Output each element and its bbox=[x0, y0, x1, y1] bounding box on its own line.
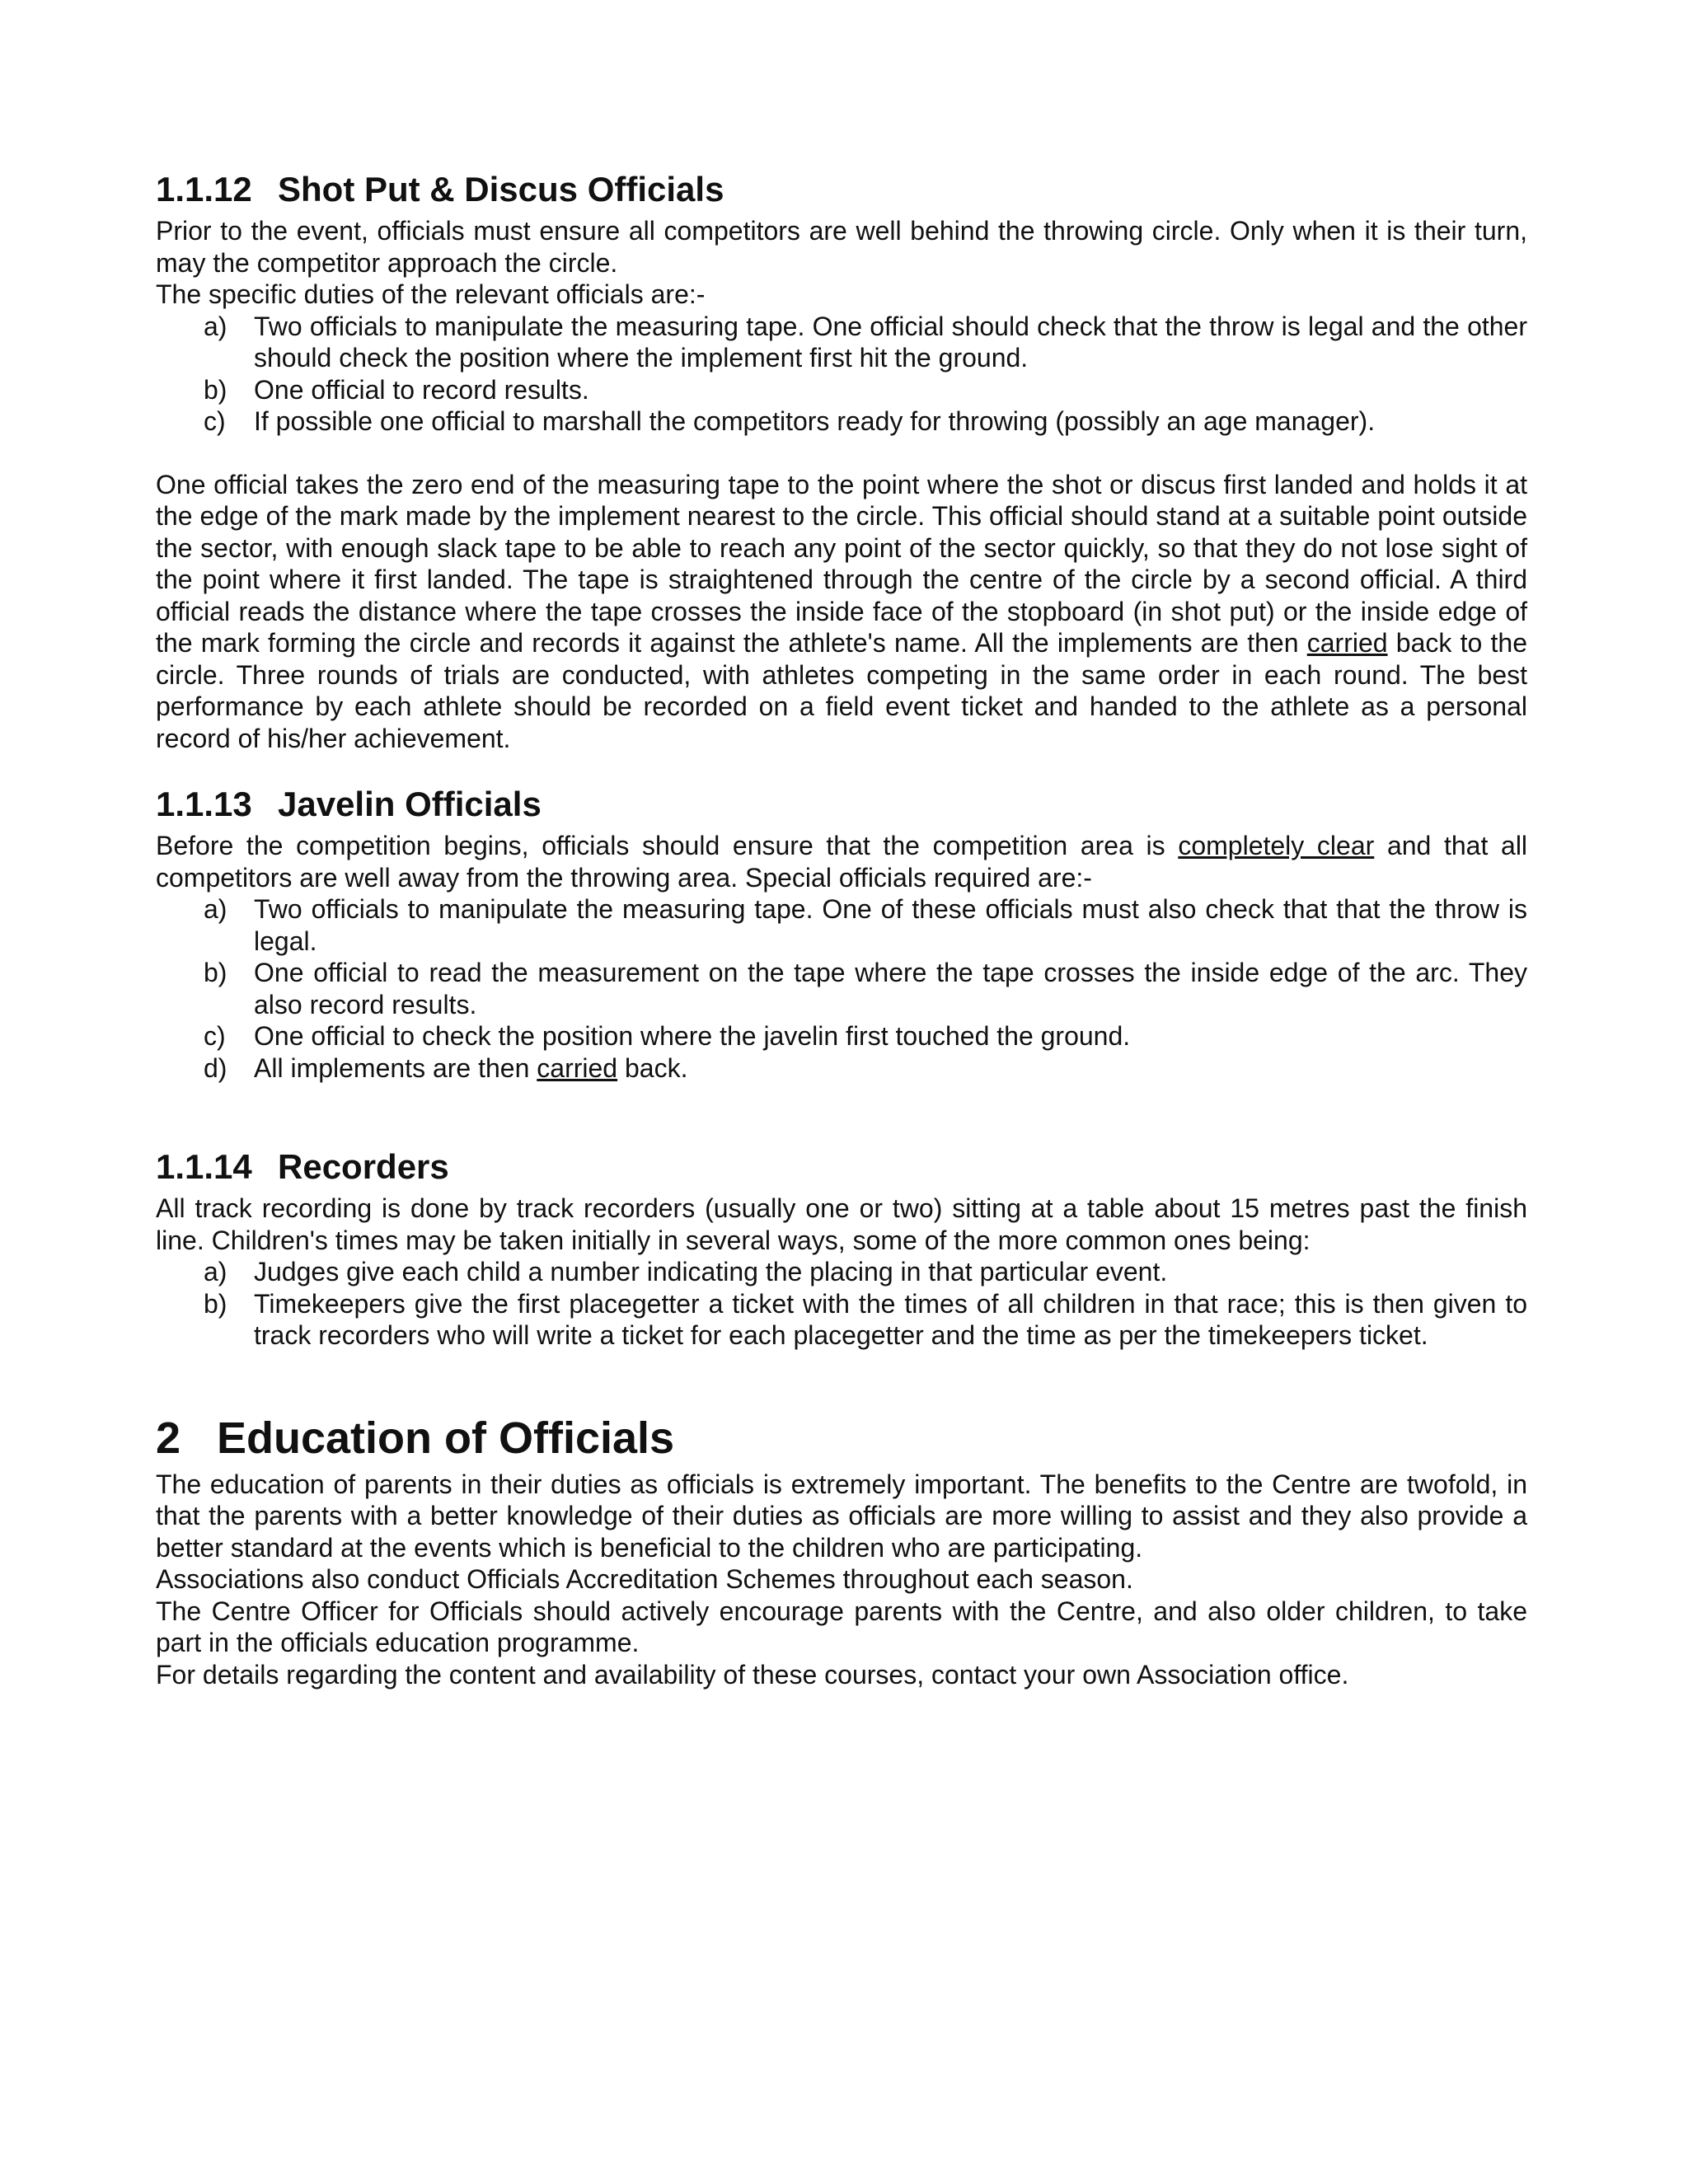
heading-title: Education of Officials bbox=[217, 1413, 675, 1463]
list-item-text: Two officials to manipulate the measuring tape. One official should check that the throw is legal and the other should check the position where the implement first hit the ground. bbox=[254, 311, 1527, 373]
paragraph-shot-put-intro: Prior to the event, officials must ensure all competitors are well behind the throwing circle. Only when it is their turn, may the competitor approach the circle. bbox=[156, 216, 1527, 278]
heading-number: 1.1.14 bbox=[156, 1147, 252, 1186]
heading-title: Recorders bbox=[278, 1147, 449, 1186]
list-item bbox=[156, 311, 1527, 374]
list-item-text: One official to check the position where the javelin first touched the ground. bbox=[254, 1021, 1131, 1051]
paragraph-text: Before the competition begins, officials should ensure that the competition area is bbox=[156, 831, 1165, 860]
list-marker: a) bbox=[204, 311, 227, 341]
list-item bbox=[156, 1256, 1527, 1288]
heading-number: 1.1.12 bbox=[156, 170, 252, 209]
list-item-text: Timekeepers give the first placegetter a ticket with the times of all children in that race; this is then given to track recorders who will write a ticket for each placegetter and the time as per the timekeepers ticket. bbox=[254, 1288, 1527, 1350]
list-item bbox=[156, 1288, 1527, 1352]
underlined-text: completely clear bbox=[1178, 831, 1375, 860]
paragraph-text: back to the circle. Three rounds of trials are conducted, with athletes competing in the same order in each round. The best performance by each athlete should be recorded on a field event ticket and handed to the athlete as a personal record of his/her achievement. bbox=[156, 628, 1528, 753]
underlined-text: carried bbox=[537, 1052, 618, 1083]
list-item bbox=[156, 374, 1527, 406]
underlined-text: carried bbox=[1306, 628, 1388, 658]
list-item bbox=[156, 1052, 1527, 1085]
list-marker: a) bbox=[204, 894, 227, 924]
paragraph-recorders-intro: All track recording is done by track recorders (usually one or two) sitting at a table about 15 metres past the finish line. Children's times may be taken initially in several ways, some of the more common ones being: bbox=[156, 1193, 1527, 1255]
spacer bbox=[156, 438, 1527, 469]
list-item bbox=[156, 957, 1527, 1020]
list-shot-put-duties bbox=[156, 311, 1527, 438]
paragraph-text: and that all competitors are well away from the throwing area. Special officials required are:- bbox=[156, 831, 1528, 893]
paragraph-education-3: The Centre Officer for Officials should actively encourage parents with the Centre, and also older children, to take part in the officials education programme. bbox=[156, 1596, 1527, 1657]
list-item bbox=[156, 893, 1527, 957]
heading-number: 1.1.13 bbox=[156, 785, 252, 823]
paragraph-shot-put-procedure bbox=[156, 469, 1527, 755]
paragraph-text: One official takes the zero end of the measuring tape to the point where the shot or discus first landed and holds it at the edge of the mark made by the implement nearest to the circle. This official should stand at a suitable point outside the sector, with enough slack tape to be able to reach any point of the sector quickly, so that they do not lose sight of the point where it first landed. The tape is straightened through the centre of the circle by a second official. A third official reads the distance where the tape crosses the inside face of the stopboard (in shot put) or the inside edge of the mark forming the circle and records it against the athlete's name. All the implements are then bbox=[156, 469, 1527, 658]
list-recorders bbox=[156, 1256, 1527, 1352]
list-item-text: All implements are then bbox=[254, 1052, 530, 1083]
list-marker: a) bbox=[204, 1257, 227, 1286]
heading-recorders bbox=[156, 1146, 1527, 1188]
document-page bbox=[156, 169, 1527, 1690]
paragraph-education-4: For details regarding the content and availability of these courses, contact your own Association office. bbox=[156, 1659, 1349, 1690]
list-item-text: back. bbox=[624, 1052, 688, 1083]
list-item-text: One official to record results. bbox=[254, 374, 589, 405]
heading-number: 2 bbox=[156, 1413, 181, 1463]
list-item-text: Judges give each child a number indicating the placing in that particular event. bbox=[254, 1257, 1168, 1286]
list-item-text: Two officials to manipulate the measuring tape. One of these officials must also check that that the throw is legal. bbox=[254, 894, 1527, 956]
list-marker: b) bbox=[204, 958, 227, 987]
paragraph-education-2: Associations also conduct Officials Accreditation Schemes throughout each season. bbox=[156, 1564, 1133, 1594]
list-item-text: If possible one official to marshall the competitors ready for throwing (possibly an age manager). bbox=[254, 406, 1376, 436]
list-item-text: One official to read the measurement on the tape where the tape crosses the inside edge of the arc. They also record results. bbox=[254, 958, 1527, 1019]
list-marker: c) bbox=[204, 406, 226, 436]
paragraph-education-1: The education of parents in their duties as officials is extremely important. The benefits to the Centre are twofold, in that the parents with a better knowledge of their duties as officials are more willing to assist and they also provide a better standard at the events which is beneficial to the children who are participating. bbox=[156, 1469, 1527, 1563]
heading-education-of-officials bbox=[156, 1413, 1527, 1464]
spacer bbox=[156, 754, 1527, 784]
list-marker: b) bbox=[204, 1288, 227, 1319]
list-javelin-officials bbox=[156, 893, 1527, 1084]
list-item bbox=[156, 1020, 1527, 1052]
spacer bbox=[156, 1084, 1527, 1146]
paragraph-shot-put-duties-intro: The specific duties of the relevant officials are:- bbox=[156, 279, 706, 309]
heading-javelin bbox=[156, 784, 1527, 825]
spacer bbox=[156, 1352, 1527, 1413]
list-marker: d) bbox=[204, 1052, 227, 1083]
list-item bbox=[156, 405, 1527, 438]
paragraph-javelin-intro bbox=[156, 830, 1527, 893]
heading-title: Shot Put & Discus Officials bbox=[278, 170, 724, 209]
list-marker: c) bbox=[204, 1021, 226, 1051]
heading-title: Javelin Officials bbox=[278, 785, 542, 823]
heading-shot-put-discus bbox=[156, 169, 1527, 210]
list-marker: b) bbox=[204, 374, 227, 405]
